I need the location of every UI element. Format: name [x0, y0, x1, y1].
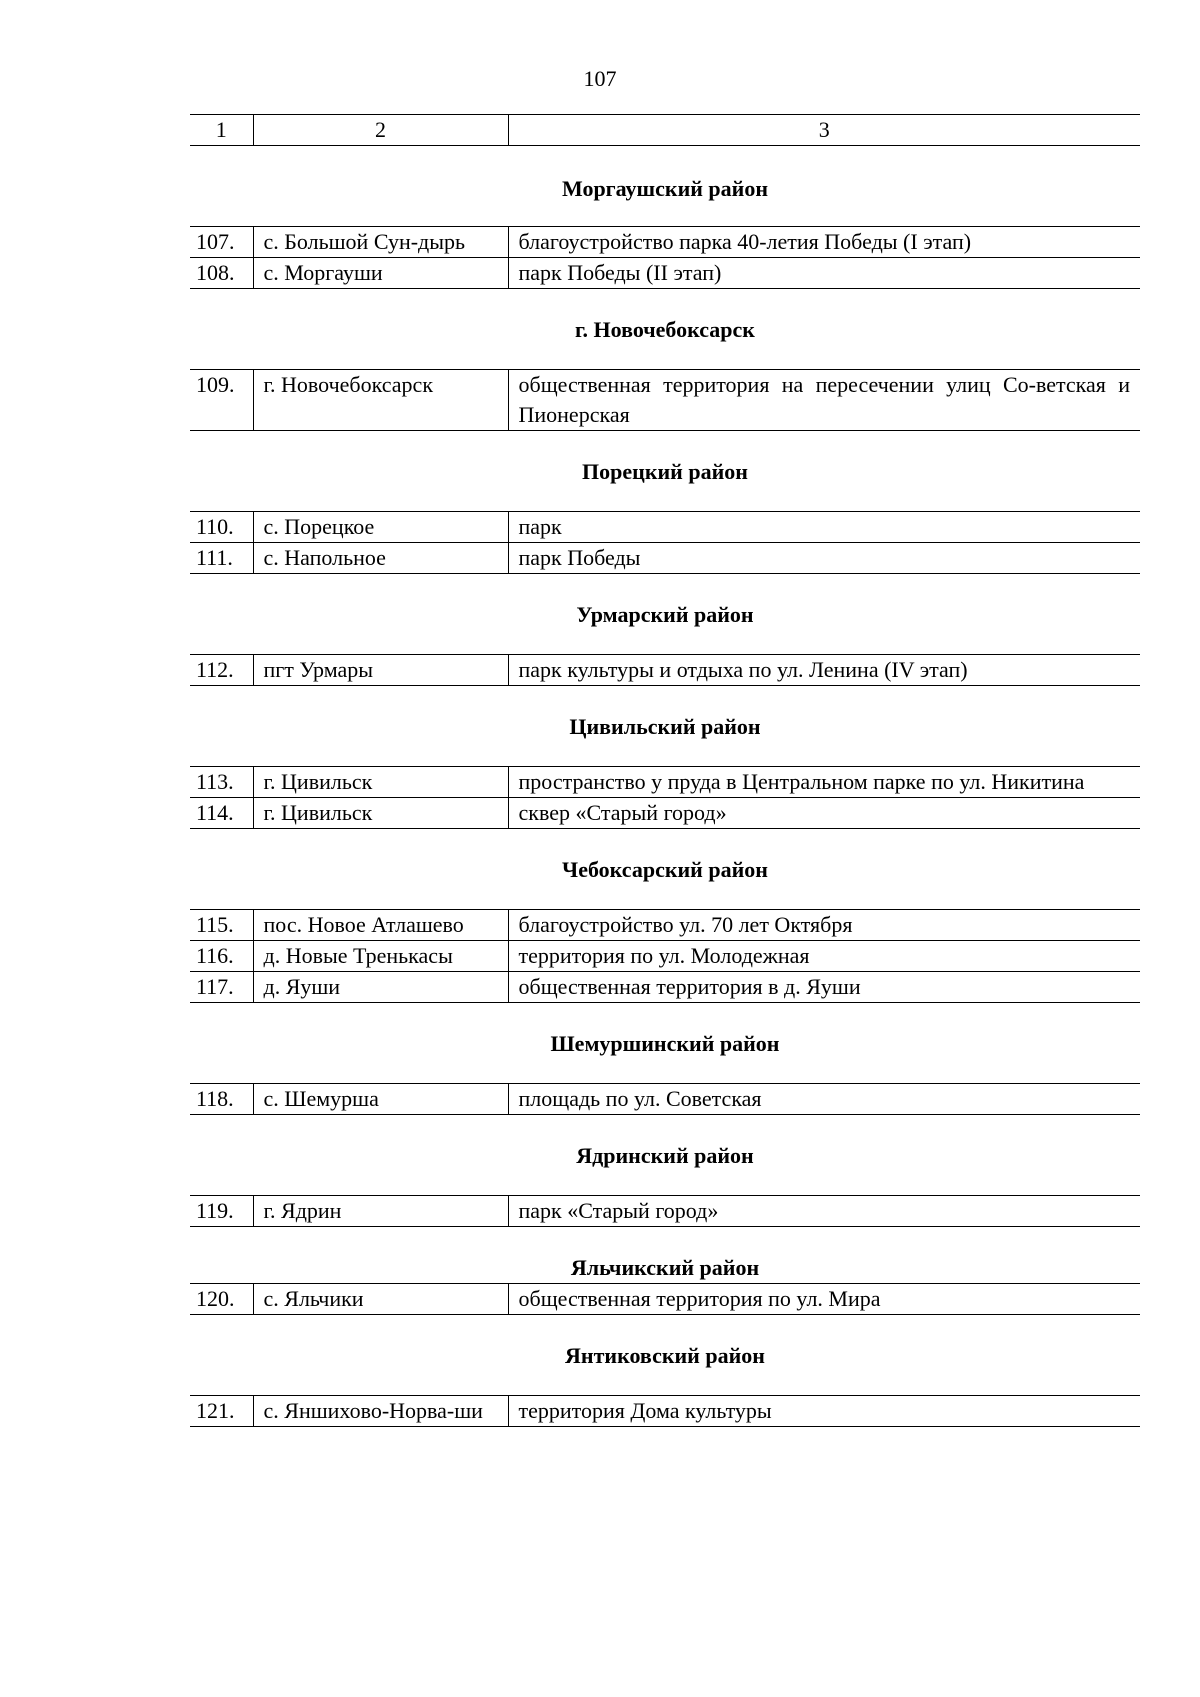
row-number: 107.	[190, 227, 253, 258]
column-header-2: 2	[253, 115, 508, 146]
row-number: 108.	[190, 258, 253, 289]
row-place: г. Цивильск	[253, 798, 508, 829]
column-header-table	[190, 114, 1140, 146]
row-place: г. Ядрин	[253, 1196, 508, 1227]
row-description: общественная территория в д. Яуши	[508, 972, 1140, 1003]
row-number: 119.	[190, 1196, 253, 1227]
row-number: 116.	[190, 941, 253, 972]
section-title: Урмарский район	[576, 602, 754, 627]
row-place: г. Цивильск	[253, 767, 508, 798]
row-place: пгт Урмары	[253, 655, 508, 686]
row-place: пос. Новое Атлашево	[253, 910, 508, 941]
section-title: Яльчикский район	[570, 1255, 760, 1280]
row-description: общественная территория на пересечении улиц Со-ветская и Пионерская	[508, 370, 1140, 431]
row-number: 115.	[190, 910, 253, 941]
row-place: с. Яншихово-Норва-ши	[253, 1396, 508, 1427]
section-table	[190, 1083, 1140, 1115]
row-number: 117.	[190, 972, 253, 1003]
row-description: пространство у пруда в Центральном парке по ул. Никитина	[508, 767, 1140, 798]
section-table	[190, 369, 1140, 431]
section-table	[190, 226, 1140, 289]
row-place: с. Яльчики	[253, 1284, 508, 1315]
section-table	[190, 909, 1140, 1003]
table-row	[190, 767, 1140, 798]
row-description: территория Дома культуры	[508, 1396, 1140, 1427]
section-table	[190, 1195, 1140, 1227]
row-description: благоустройство парка 40-летия Победы (I этап)	[508, 227, 1140, 258]
row-description: парк	[508, 512, 1140, 543]
row-place: д. Яуши	[253, 972, 508, 1003]
section-table	[190, 511, 1140, 574]
section-table	[190, 1395, 1140, 1427]
row-description: сквер «Старый город»	[508, 798, 1140, 829]
row-number: 120.	[190, 1284, 253, 1315]
row-number: 114.	[190, 798, 253, 829]
table-row	[190, 941, 1140, 972]
row-description: парк Победы	[508, 543, 1140, 574]
row-place: с. Моргауши	[253, 258, 508, 289]
column-header-row	[190, 115, 1140, 146]
section-title: Янтиковский район	[565, 1343, 765, 1368]
table-row	[190, 655, 1140, 686]
table-row	[190, 1084, 1140, 1115]
row-number: 121.	[190, 1396, 253, 1427]
section-title: Моргаушский район	[561, 176, 769, 201]
table-row	[190, 543, 1140, 574]
section-title: Порецкий район	[582, 459, 748, 484]
row-number: 109.	[190, 370, 253, 431]
column-header-1: 1	[190, 115, 253, 146]
table-row	[190, 798, 1140, 829]
table-row	[190, 258, 1140, 289]
section-title: Ядринский район	[576, 1143, 754, 1168]
table-row	[190, 1284, 1140, 1315]
row-place: г. Новочебоксарск	[253, 370, 508, 431]
row-description: площадь по ул. Советская	[508, 1084, 1140, 1115]
column-header-3: 3	[508, 115, 1140, 146]
page-number: 107	[583, 66, 617, 91]
table-row	[190, 972, 1140, 1003]
table-row	[190, 910, 1140, 941]
row-description: общественная территория по ул. Мира	[508, 1284, 1140, 1315]
section-title: Чебоксарский район	[562, 857, 768, 882]
row-description: парк «Старый город»	[508, 1196, 1140, 1227]
row-description: территория по ул. Молодежная	[508, 941, 1140, 972]
section-title: Цивильский район	[569, 714, 761, 739]
row-number: 118.	[190, 1084, 253, 1115]
row-place: с. Шемурша	[253, 1084, 508, 1115]
row-description: парк культуры и отдыха по ул. Ленина (IV этап)	[508, 655, 1140, 686]
table-row	[190, 512, 1140, 543]
section-table	[190, 766, 1140, 829]
section-table	[190, 1283, 1140, 1315]
row-description: парк Победы (II этап)	[508, 258, 1140, 289]
row-number: 112.	[190, 655, 253, 686]
row-number: 113.	[190, 767, 253, 798]
section-title: Шемуршинский район	[550, 1031, 780, 1056]
section-title: г. Новочебоксарск	[575, 317, 755, 342]
row-number: 110.	[190, 512, 253, 543]
section-table	[190, 654, 1140, 686]
row-number: 111.	[190, 543, 253, 574]
row-description: благоустройство ул. 70 лет Октября	[508, 910, 1140, 941]
table-row	[190, 227, 1140, 258]
row-place: с. Порецкое	[253, 512, 508, 543]
row-place: с. Напольное	[253, 543, 508, 574]
row-place: д. Новые Тренькасы	[253, 941, 508, 972]
table-row	[190, 1396, 1140, 1427]
table-row	[190, 370, 1140, 431]
row-place: с. Большой Сун-дырь	[253, 227, 508, 258]
document-body	[190, 114, 1140, 1427]
table-row	[190, 1196, 1140, 1227]
